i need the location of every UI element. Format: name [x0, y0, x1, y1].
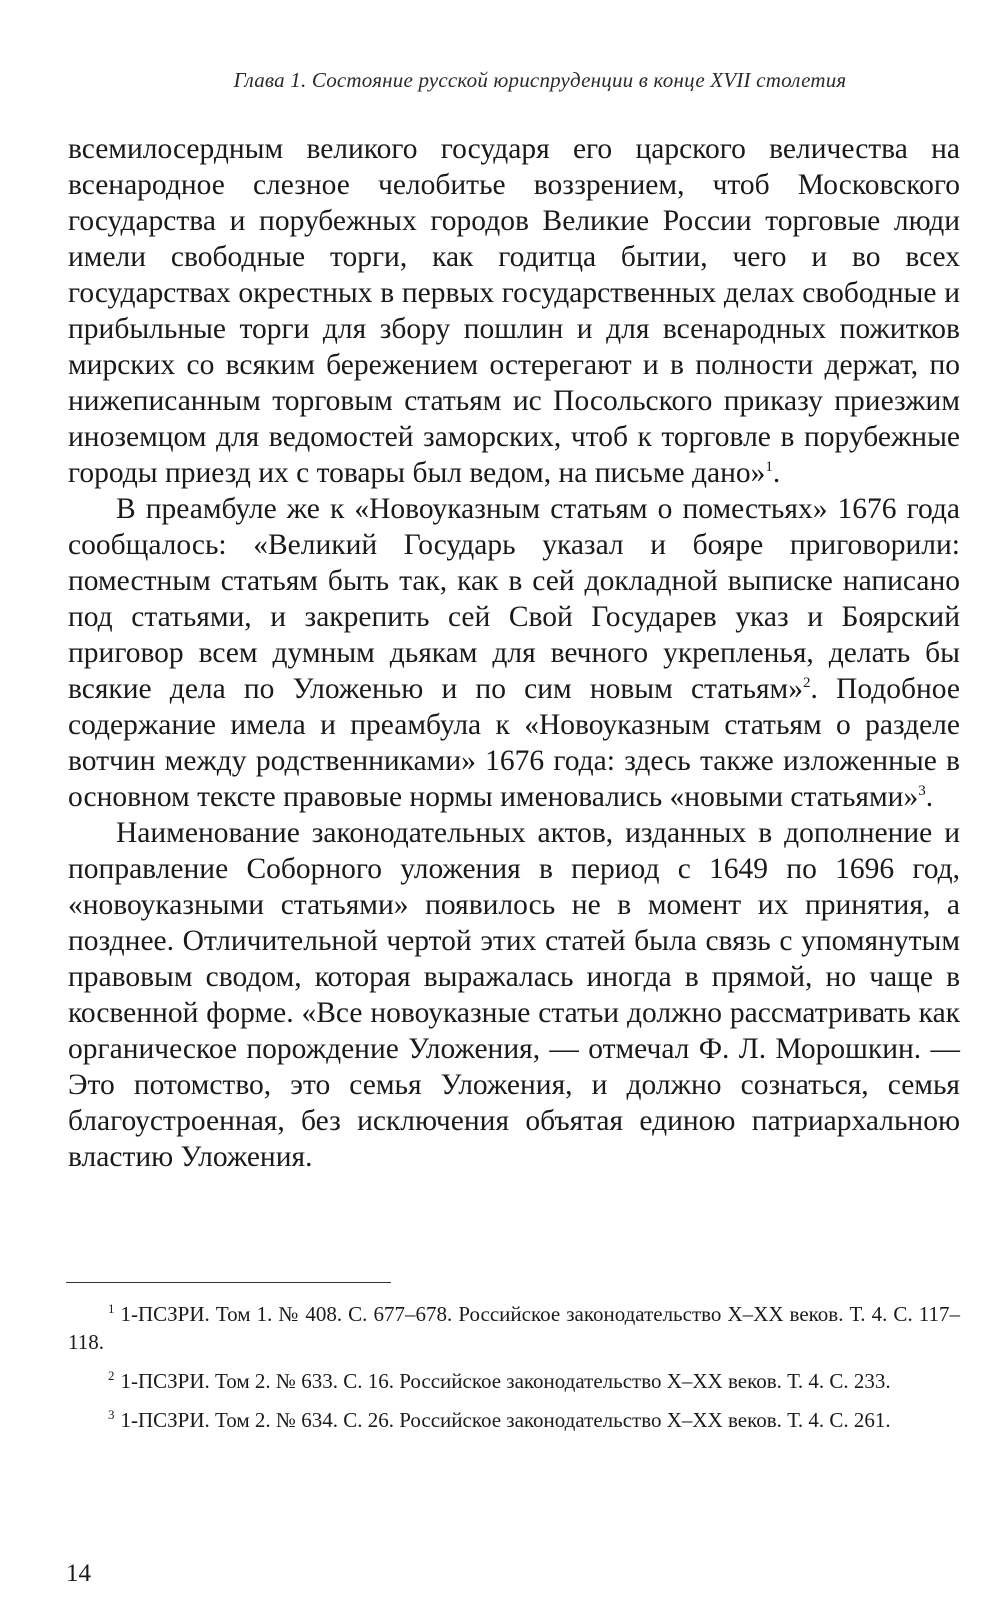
paragraph-2-text-a: В преамбуле же к «Новоуказным статьям о поместьях» 1676 года сообщалось: «Великий Государь указал и бояре приговорили: поместным статьям быть так, как в сей докладной выписке написано под статьями, и закрепить сей Свой Государев указ и Боярский приговор всем думным дьякам для вечного укрепленья, делать бы всякие дела по Уложенью и по сим новым статьям»: [68, 493, 960, 705]
footnote-ref-2: 2: [802, 675, 811, 691]
paragraph-3: [68, 815, 960, 1175]
footnote-2: [68, 1367, 960, 1395]
paragraph-2-text-b: . Подобное содержание имела и преамбула к «Новоуказным статьям о разделе вотчин между родственниками» 1676 года: здесь также изложенные в основном тексте правовые нормы именовались «новыми статьями»: [68, 673, 960, 813]
paragraph-1-text: всемилосердным великого государя его царского величества на всенародное слезное челобитье воззрением, чтоб Московского государства и порубежных городов Великие России торговые люди имели свободные торги, как годитца бытии, чего и во всех государствах окрестных в первых государственных делах свободные и прибыльные торги для збору пошлин и для всенародных пожитков мирских со всяким бережением остерегают и в полности держат, по нижеписанным торговым статьям ис Посольского приказу приезжим иноземцом для ведомостей заморских, чтоб к торговле в порубежные городы приезд их с товары был ведом, на письме дано»: [68, 133, 960, 489]
paragraph-2: В преамбуле же к «Новоуказным статьям о поместьях» 1676 года сообщалось: «Великий Государь указал и бояре приговорили: поместным статьям быть так, как в сей докладной выписке написано под статьями, и закрепить сей Свой Государев указ и Боярский приговор всем думным дьякам для вечного укрепленья, делать бы всякие дела по Уложенью и по сим новым статьям»$^2$. Подобное содержание имела и преамбула к «Новоуказным статьям о разделе вотчин между родственниками» 1676 года: здесь также изложенные в основном тексте правовые нормы именовались «новыми статьями»$^3$.: [68, 493, 960, 813]
footnote-mark: 3: [108, 1407, 115, 1422]
footnotes: [68, 1300, 960, 1445]
footnote-text: 1-ПСЗРИ. Том 2. № 633. С. 16. Российское законодательство X–XX веков. Т. 4. С. 233.: [120, 1369, 891, 1393]
main-text: [68, 131, 960, 1175]
paragraph-3-text: Наименование законодательных актов, изданных в дополнение и поправление Соборного уложения в период с 1649 по 1696 год, «новоуказными статьями» появилось не в момент их принятия, а позднее. Отличительной чертой этих статей была связь с упомянутым правовым сводом, которая выражалась иногда в прямой, но чаще в косвенной форме. «Все новоуказные статьи должно рассматривать как органическое порождение Уложения, — отмечал Ф. Л. Морошкин. — Это потомство, это семья Уложения, и должно сознаться, семья благоустроенная, без исключения объятая единою патриархальною властию Уложения.: [68, 817, 960, 1173]
footnote-divider: [66, 1282, 391, 1283]
page-number: 14: [66, 1560, 91, 1587]
paragraph-1: всемилосердным великого государя его царского величества на всенародное слезное челобитье воззрением, чтоб Московского государства и порубежных городов Великие России торговые люди имели свободные торги, как годитца бытии, чего и во всех государствах окрестных в первых государственных делах свободные и прибыльные торги для збору пошлин и для всенародных пожитков мирских со всяким бережением остерегают и в полности держат, по нижеписанным торговым статьям ис Посольского приказу приезжим иноземцом для ведомостей заморских, чтоб к торговле в порубежные городы приезд их с товары был ведом, на письме дано»$^1$.: [68, 133, 960, 489]
running-title: Глава 1. Состояние русской юриспруденции в конце XVII столетия: [233, 68, 847, 92]
footnote-text: 1-ПСЗРИ. Том 2. № 634. С. 26. Российское законодательство X–XX веков. Т. 4. С. 261.: [120, 1408, 891, 1432]
footnote-text: 1-ПСЗРИ. Том 1. № 408. С. 677–678. Российское законодательство X–XX веков. Т. 4. С. 117–118.: [68, 1302, 960, 1354]
footnote-1: [68, 1300, 960, 1356]
footnote-mark: 1: [108, 1301, 115, 1316]
footnote-3: [68, 1406, 960, 1434]
footnote-mark: 2: [108, 1368, 115, 1383]
footnote-ref-1: 1: [765, 459, 773, 475]
footnote-ref-3: 3: [918, 783, 926, 799]
